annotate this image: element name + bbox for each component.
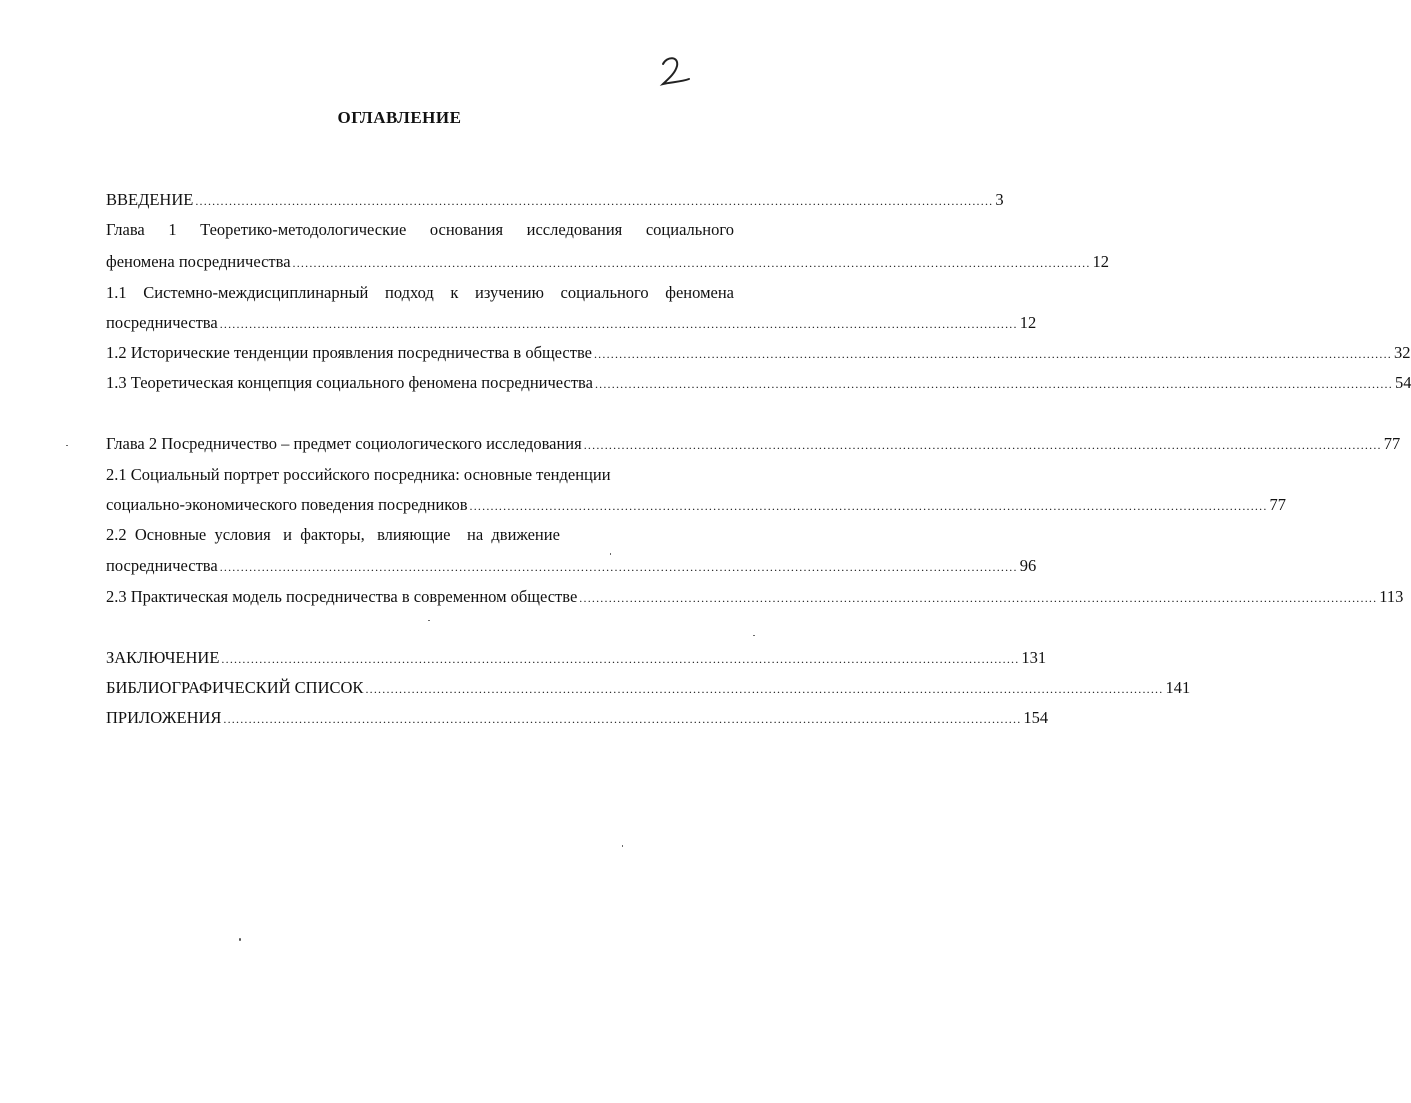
toc-entry-text: ПРИЛОЖЕНИЯ [106,708,222,727]
toc-entry-section-1-3[interactable] [106,371,1411,395]
toc-entry-intro[interactable] [106,188,1004,212]
toc-page-number: 131 [1021,648,1047,667]
toc-page-number: 54 [1394,373,1411,392]
toc-entry-text: 2.3 Практическая модель посредничества в современном обществе [106,587,578,606]
toc-entry-text: посредничества [106,556,218,575]
toc-entry-chapter2[interactable] [106,432,1401,456]
toc-page-number: 77 [1269,495,1287,514]
scan-speck [428,620,430,621]
toc-page-number: 12 [1092,252,1110,271]
toc-entry-conclusion[interactable] [106,646,1047,670]
toc-entry-chapter1-line1[interactable]: Глава 1 Теоретико-методологические основания исследования социального [106,220,734,239]
scan-speck [753,635,755,636]
toc-entry-text: феномена посредничества [106,252,291,271]
scan-speck [66,445,68,446]
toc-page-number: 12 [1019,313,1037,332]
toc-entry-section-1-2[interactable] [106,341,1411,365]
toc-entry-section-1-1-line1[interactable]: 1.1 Системно-междисциплинарный подход к изучению социального феномена [106,283,734,302]
dot-leader: .............................................................................................................................................................................................. [579,591,1378,605]
dot-leader: .............................................................................................................................................................................................. [365,682,1164,696]
toc-entry-bibliography[interactable] [106,676,1191,700]
dot-leader: .............................................................................................................................................................................................. [583,438,1382,452]
dot-leader: .............................................................................................................................................................................................. [223,712,1022,726]
toc-page-number: 3 [995,190,1004,209]
toc-entry-text: 1.3 Теоретическая концепция социального феномена посредничества [106,373,593,392]
toc-entry-text: БИБЛИОГРАФИЧЕСКИЙ СПИСОК [106,678,364,697]
dot-leader: .............................................................................................................................................................................................. [219,560,1018,574]
dot-leader: .............................................................................................................................................................................................. [221,652,1020,666]
toc-page-number: 32 [1393,343,1411,362]
dot-leader: .............................................................................................................................................................................................. [594,377,1393,391]
dot-leader: .............................................................................................................................................................................................. [292,256,1091,270]
toc-page-number: 77 [1383,434,1401,453]
toc-entry-section-2-3[interactable] [106,585,1404,609]
page-title: ОГЛАВЛЕНИЕ [337,108,462,127]
toc-entry-text: Глава 2 Посредничество – предмет социологического исследования [106,434,582,453]
handwritten-page-number [657,52,697,92]
toc-entry-appendix[interactable] [106,706,1049,730]
toc-entry-text: ВВЕДЕНИЕ [106,190,194,209]
dot-leader: .............................................................................................................................................................................................. [469,499,1268,513]
scan-speck [610,553,611,555]
toc-page-number: 96 [1019,556,1037,575]
toc-entry-section-2-1[interactable] [106,493,1287,517]
toc-entry-chapter1[interactable] [106,250,1110,274]
toc-entry-text: 1.2 Исторические тенденции проявления посредничества в обществе [106,343,592,362]
toc-page-number: 141 [1165,678,1191,697]
toc-entry-text: социально-экономического поведения посредников [106,495,468,514]
toc-entry-section-2-1-line1[interactable]: 2.1 Социальный портрет российского посредника: основные тенденции [106,465,611,484]
toc-entry-text: ЗАКЛЮЧЕНИЕ [106,648,220,667]
scan-speck [622,845,623,847]
dot-leader: .............................................................................................................................................................................................. [195,194,994,208]
toc-page-number: 154 [1023,708,1049,727]
toc-page-number: 113 [1379,587,1404,606]
scan-speck [239,938,241,941]
dot-leader: .............................................................................................................................................................................................. [219,317,1018,331]
toc-entry-section-2-2[interactable] [106,554,1037,578]
toc-entry-text: посредничества [106,313,218,332]
toc-entry-section-2-2-line1[interactable]: 2.2 Основные условия и факторы, влияющие на движение [106,525,560,544]
dot-leader: .............................................................................................................................................................................................. [593,347,1392,361]
toc-entry-section-1-1[interactable] [106,311,1037,335]
